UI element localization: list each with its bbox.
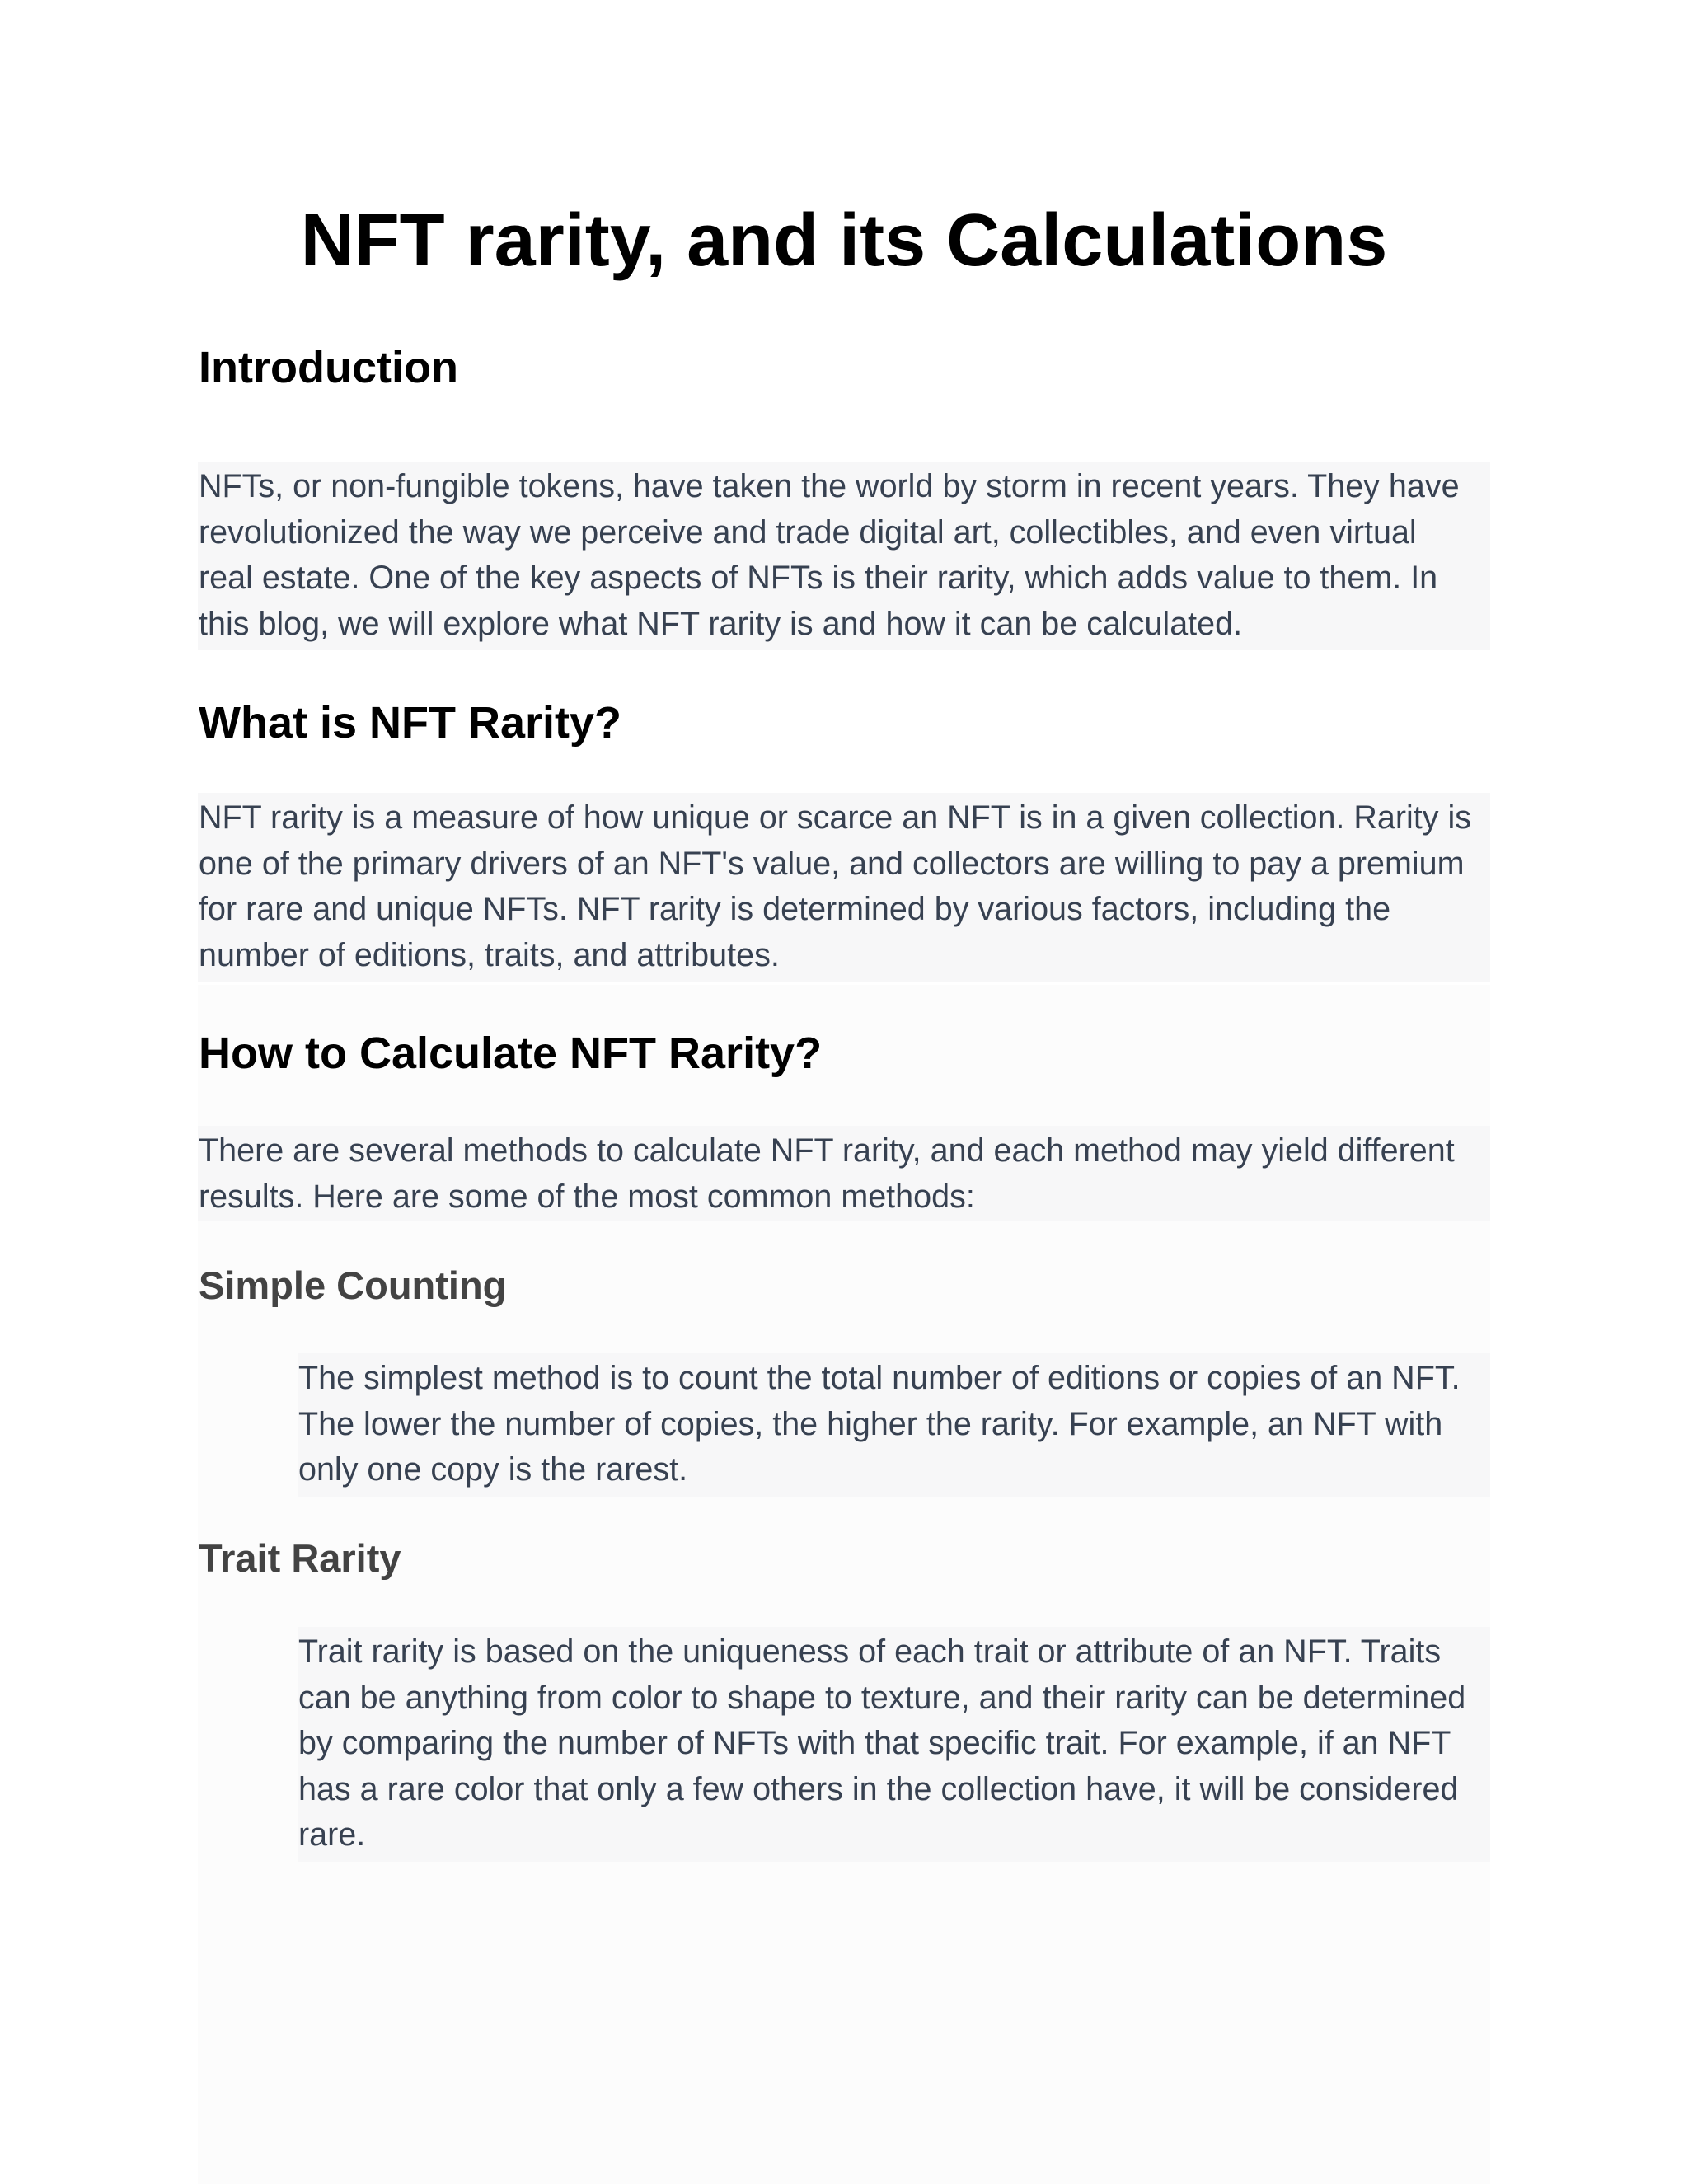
- paragraph-what-is-nft-rarity: [198, 793, 1490, 982]
- text-line: has a rare color that only a few others in the collection have, it will be considered: [298, 1770, 1459, 1807]
- text-line: NFTs, or non-fungible tokens, have taken the world by storm in recent years. They have: [199, 468, 1460, 504]
- paragraph-trait-rarity: [298, 1627, 1490, 1862]
- paragraph-how-to-calculate: [198, 1126, 1490, 1221]
- text-line: by comparing the number of NFTs with that specific trait. For example, if an NFT: [298, 1725, 1451, 1761]
- text-line: for rare and unique NFTs. NFT rarity is determined by various factors, including the: [199, 891, 1391, 927]
- heading-trait-rarity: Trait Rarity: [199, 1536, 401, 1580]
- text-line: Trait rarity is based on the uniqueness of each trait or attribute of an NFT. Traits: [298, 1633, 1442, 1670]
- heading-simple-counting: Simple Counting: [199, 1263, 507, 1307]
- text-line: only one copy is the rarest.: [298, 1451, 688, 1488]
- text-line: one of the primary drivers of an NFT's value, and collectors are willing to pay a premium: [199, 845, 1465, 882]
- text-line: can be anything from color to shape to texture, and their rarity can be determined: [298, 1679, 1466, 1716]
- text-line: number of editions, traits, and attributes.: [199, 936, 780, 973]
- text-line: The lower the number of copies, the higher the rarity. For example, an NFT with: [298, 1405, 1443, 1442]
- text-line: There are several methods to calculate NFT rarity, and each method may yield different: [199, 1132, 1455, 1169]
- paragraph-introduction: [198, 462, 1490, 650]
- text-line: rare.: [298, 1816, 366, 1853]
- text-line: real estate. One of the key aspects of NFTs is their rarity, which adds value to them. In: [199, 560, 1438, 596]
- text-line: this blog, we will explore what NFT rarity is and how it can be calculated.: [199, 605, 1243, 642]
- document-title: NFT rarity, and its Calculations: [300, 199, 1388, 282]
- text-line: The simplest method is to count the total number of editions or copies of an NFT.: [298, 1360, 1461, 1396]
- heading-how-to-calculate: How to Calculate NFT Rarity?: [199, 1029, 823, 1078]
- paragraph-simple-counting: [298, 1353, 1490, 1497]
- heading-what-is-nft-rarity: What is NFT Rarity?: [199, 698, 622, 748]
- text-line: results. Here are some of the most common methods:: [199, 1178, 975, 1215]
- text-line: revolutionized the way we perceive and trade digital art, collectibles, and even virtual: [199, 513, 1417, 551]
- heading-introduction: Introduction: [199, 343, 458, 392]
- text-line: NFT rarity is a measure of how unique or scarce an NFT is in a given collection. Rarity is: [199, 799, 1472, 836]
